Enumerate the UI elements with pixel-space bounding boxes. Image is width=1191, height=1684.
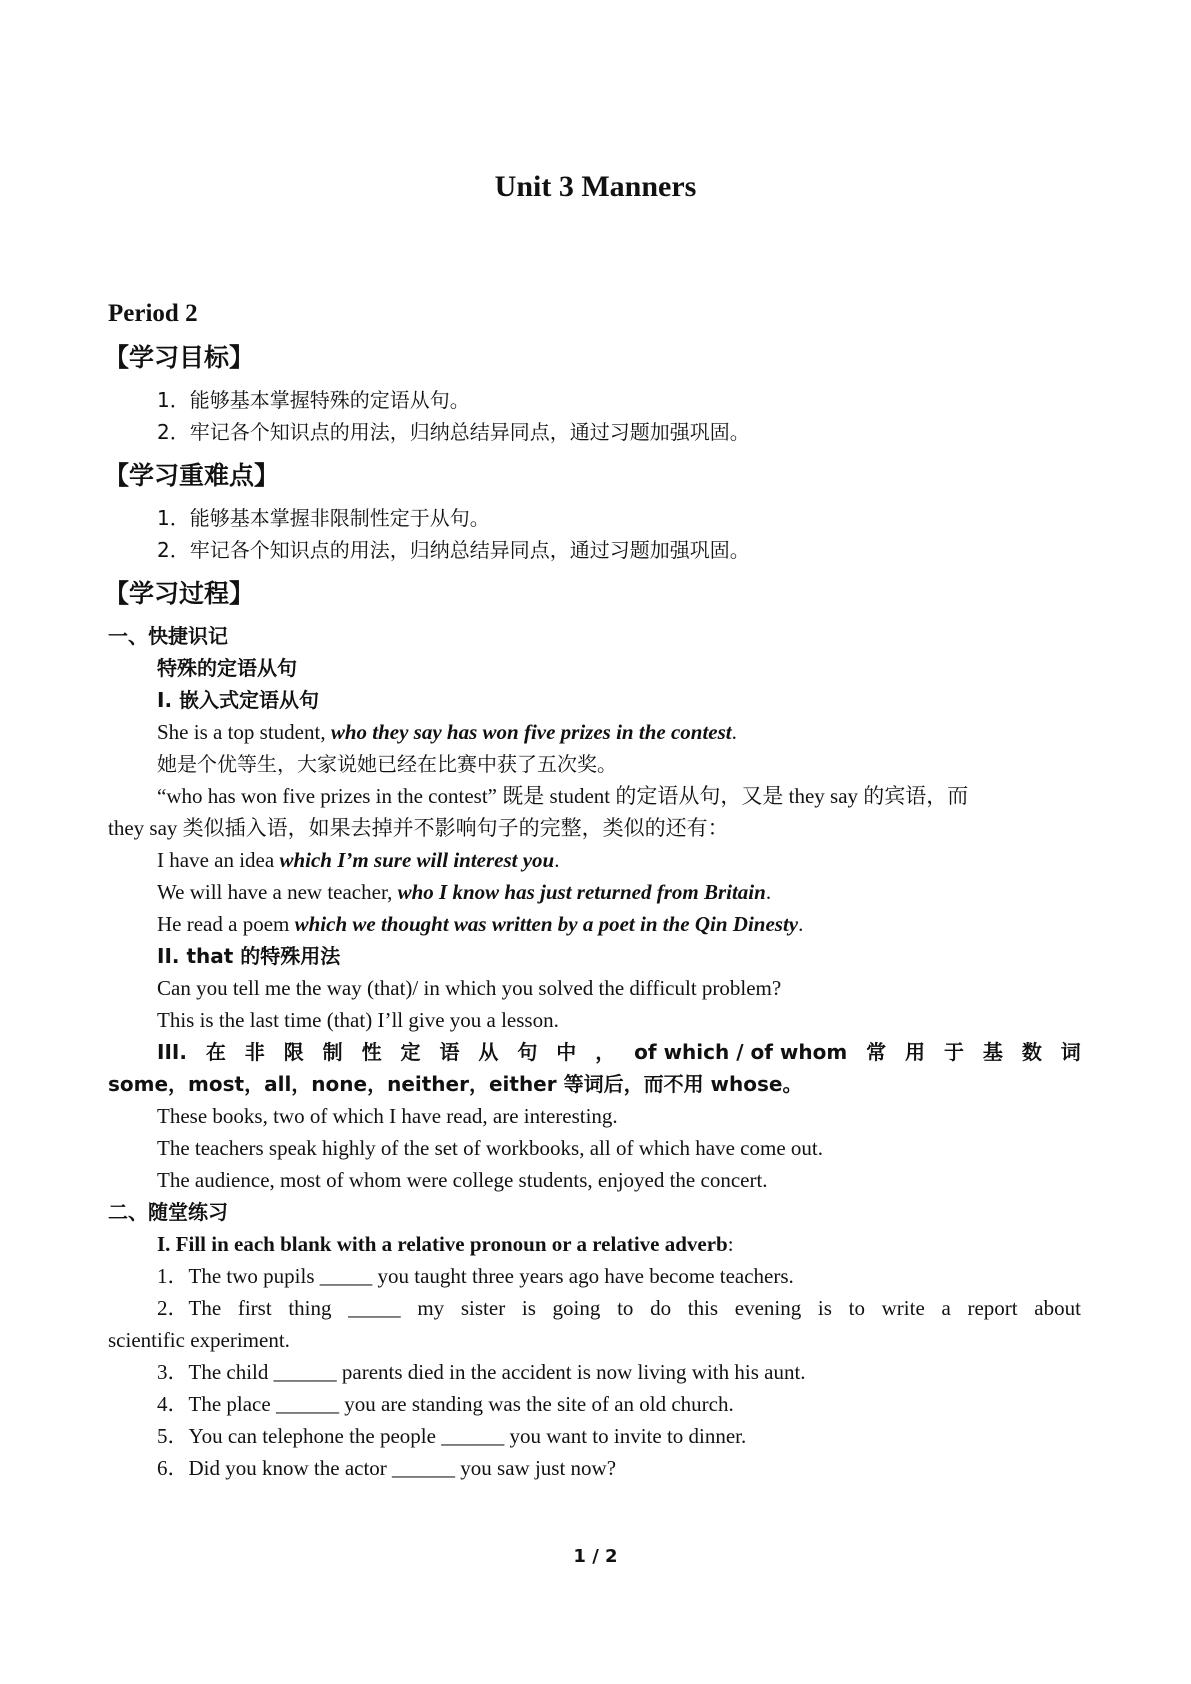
plain-text: . (554, 848, 560, 872)
example-sentence (108, 876, 1081, 908)
question-word: do (650, 1296, 672, 1320)
part1-subtitle: 特殊的定语从句 (157, 656, 297, 680)
example-sentence (108, 844, 1081, 876)
title-word: III. (157, 1040, 187, 1064)
question-word: thing (288, 1296, 332, 1320)
plain-text: She is a top student, (157, 720, 331, 744)
title-word: 句 (517, 1040, 538, 1064)
title-word: 在 (205, 1040, 226, 1064)
example-sentence: The teachers speak highly of the set of workbooks, all of which have come out. (157, 1136, 823, 1160)
section-ii-title: II. that 的特殊用法 (157, 944, 341, 968)
key-points-header: 【学习重难点】 (104, 461, 280, 490)
question-blank: _____ (348, 1296, 401, 1320)
objectives-section (104, 338, 1081, 448)
clause-text: which we thought was written by a poet in the Qin Dinesty (294, 912, 799, 936)
question-word: evening (734, 1296, 802, 1320)
section-iii-title-line2: some，most，all，none，neither，either 等词后，而不用 whose。 (108, 1072, 803, 1096)
example-sentence: These books, two of which I have read, are interesting. (157, 1104, 618, 1128)
document-title: Unit 3 Manners (494, 170, 697, 203)
process-header: 【学习过程】 (104, 579, 255, 608)
plain-text: . (765, 880, 772, 904)
question-word: about (1034, 1296, 1081, 1320)
plain-text: . (798, 912, 804, 936)
plain-text: . (731, 720, 737, 744)
example-sentence (108, 716, 1081, 748)
period-heading: Period 2 (108, 300, 198, 327)
title-word: 中 (556, 1040, 577, 1064)
example-sentence (108, 908, 1081, 940)
exercise-question (108, 1292, 1081, 1324)
exercise-question: 6．Did you know the actor ______ you saw just now? (157, 1456, 617, 1480)
objective-item: 1．能够基本掌握特殊的定语从句。 (157, 388, 470, 412)
plain-text: We will have a new teacher, (157, 880, 398, 904)
title-word: 数 (1021, 1040, 1042, 1064)
title-word: 定 (400, 1040, 421, 1064)
title-word: 词 (1060, 1040, 1081, 1064)
section-i-title: I. 嵌入式定语从句 (157, 688, 320, 712)
plain-text: I have an idea (157, 848, 280, 872)
exercise-instructions (108, 1228, 1081, 1260)
question-word: going (552, 1296, 601, 1320)
title-word: 于 (943, 1040, 964, 1064)
question-word: a (941, 1296, 951, 1320)
question-word: to (617, 1296, 634, 1320)
title-word: 从 (478, 1040, 499, 1064)
question-word: is (521, 1296, 536, 1320)
objectives-header: 【学习目标】 (104, 343, 255, 372)
exercise-question: 5．You can telephone the people ______ you want to invite to dinner. (157, 1424, 747, 1448)
instruction-text: I. Fill in each blank with a relative pronoun or a relative adverb (157, 1232, 728, 1256)
key-point-item: 1．能够基本掌握非限制性定于从句。 (157, 506, 490, 530)
question-word: report (967, 1296, 1018, 1320)
question-word: write (881, 1296, 925, 1320)
example-sentence: This is the last time (that) I’ll give you a lesson. (157, 1008, 559, 1032)
question-word: is (817, 1296, 832, 1320)
question-word: first (237, 1296, 272, 1320)
instruction-colon: : (727, 1232, 734, 1256)
question-word: sister (460, 1296, 506, 1320)
example-sentence: The audience, most of whom were college students, enjoyed the concert. (157, 1168, 768, 1192)
clause-text: who I know has just returned from Britain (397, 880, 766, 904)
title-word: 限 (283, 1040, 304, 1064)
section-iii-title-line1 (108, 1036, 1081, 1068)
key-point-item: 2．牢记各个知识点的用法，归纳总结异同点，通过习题加强巩固。 (157, 538, 750, 562)
exercise-question: 1．The two pupils _____ you taught three years ago have become teachers. (157, 1264, 794, 1288)
title-word: 非 (244, 1040, 265, 1064)
title-word: 制 (322, 1040, 343, 1064)
part2-title: 二、随堂练习 (108, 1200, 228, 1224)
explanation-line: they say 类似插入语，如果去掉并不影响句子的完整，类似的还有： (108, 816, 729, 840)
clause-text: who they say has won five prizes in the contest (330, 720, 732, 744)
explanation-line: “who has won five prizes in the contest” 既是 student 的定语从句，又是 they say 的宾语，而 (157, 784, 969, 808)
question-word: 2．The (157, 1296, 222, 1320)
page-number: 1 / 2 (573, 1546, 618, 1567)
part1-title: 一、快捷识记 (108, 624, 228, 648)
exercise-question: 4．The place ______ you are standing was the site of an old church. (157, 1392, 734, 1416)
process-section (104, 574, 1081, 1484)
exercise-question-cont: scientific experiment. (108, 1328, 290, 1352)
plain-text: He read a poem (157, 912, 295, 936)
title-word: 基 (982, 1040, 1003, 1064)
title-word: 语 (439, 1040, 460, 1064)
key-points-section (104, 456, 1081, 566)
title-word: 用 (905, 1040, 926, 1064)
title-word: of which / of whom (634, 1040, 848, 1064)
example-translation: 她是个优等生，大家说她已经在比赛中获了五次奖。 (157, 752, 617, 776)
question-word: this (687, 1296, 719, 1320)
title-word: 常 (866, 1040, 887, 1064)
title-word: 性 (361, 1040, 382, 1064)
clause-text: which I’m sure will interest you (279, 848, 555, 872)
objective-item: 2．牢记各个知识点的用法，归纳总结异同点，通过习题加强巩固。 (157, 420, 750, 444)
example-sentence: Can you tell me the way (that)/ in which you solved the difficult problem? (157, 976, 782, 1000)
exercise-question: 3．The child ______ parents died in the accident is now living with his aunt. (157, 1360, 806, 1384)
title-word: ， (595, 1040, 616, 1064)
question-word: my (417, 1296, 445, 1320)
question-word: to (848, 1296, 865, 1320)
